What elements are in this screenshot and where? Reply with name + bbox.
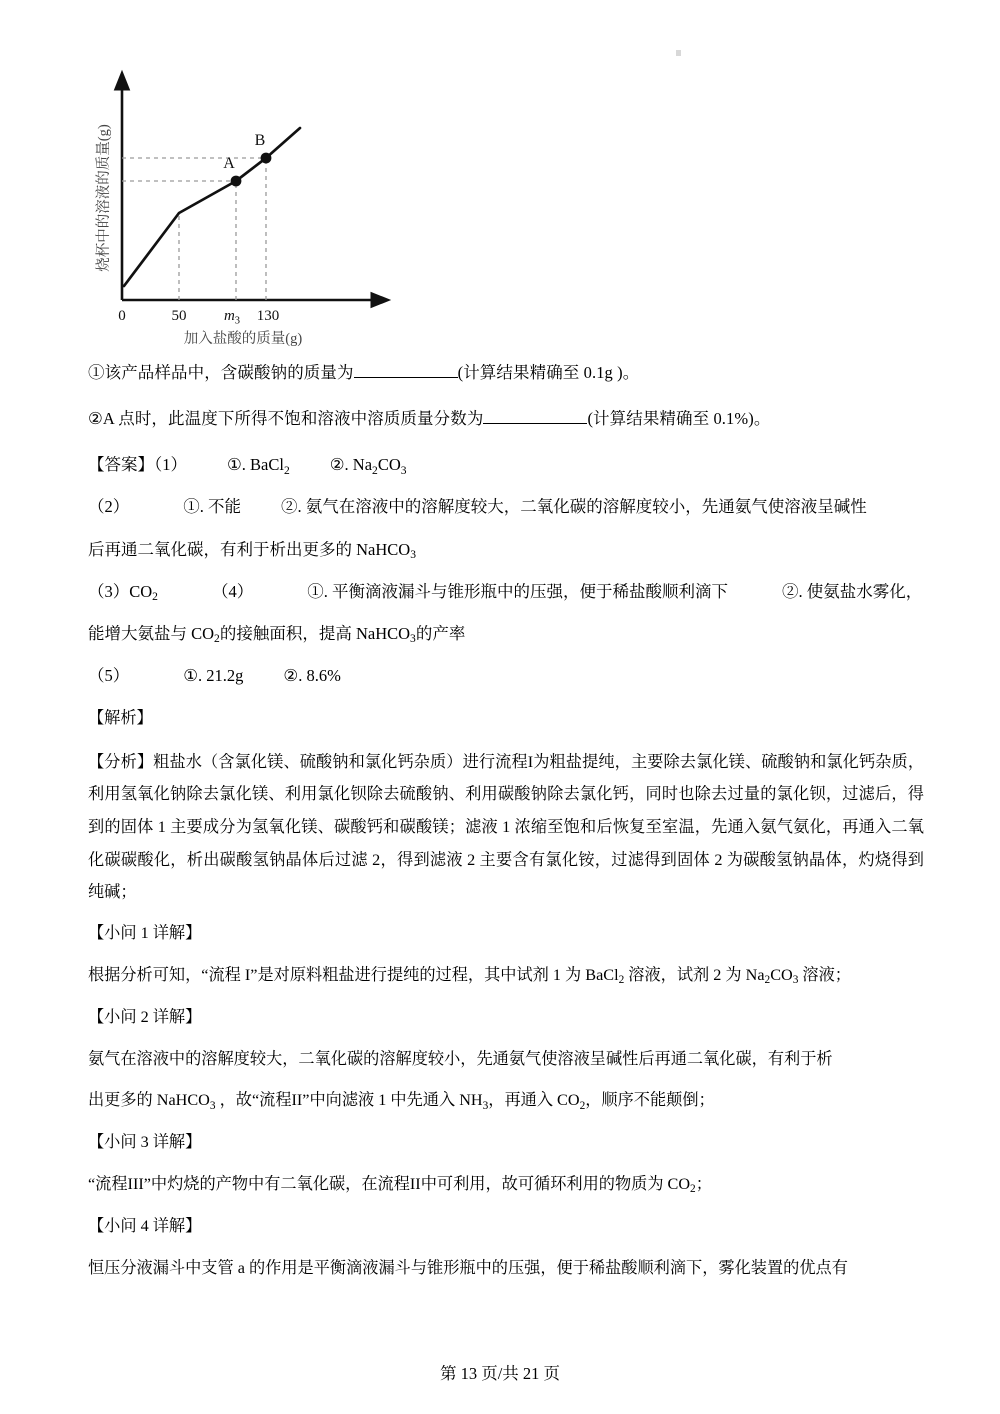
question-1-suffix: (计算结果精确至 0.1g )。 — [457, 363, 640, 382]
x-tick-0: 0 — [118, 308, 126, 324]
answer-blank-2[interactable] — [483, 423, 587, 424]
page-footer: 第 13 页/共 21 页 — [439, 1364, 561, 1383]
analysis-heading: 【分析】 — [88, 752, 154, 771]
sub-question-1-body: 根据分析可知，“流程 I”是对原料粗盐进行提纯的过程，其中试剂 1 为 BaCl$_2$ 溶液，试剂 2 为 $Na_2CO_3$ 溶液； — [88, 965, 851, 987]
answer-4-mark-1: ①. 平衡滴液漏斗与锥形瓶中的压强，便于稀盐酸顺利滴下 — [307, 581, 728, 601]
explanation-heading: 【解析】 — [88, 708, 153, 727]
data-curve — [124, 128, 300, 286]
sub-question-1-heading: 【小问 1 详解】 — [88, 924, 202, 943]
answer-4-continuation: 能增大氨盐与 $CO_2$的接触面积，提高 NaHCO$_3$的产率 — [88, 623, 466, 645]
answers-line-1 — [88, 451, 924, 479]
sub-question-2-body-line-1: 氨气在溶液中的溶解度较大，二氧化碳的溶解度较小，先通氨气使溶液呈碱性后再通二氧化碳，有利于析 — [88, 1049, 833, 1068]
question-item-2 — [88, 406, 924, 433]
point-b-marker — [261, 153, 272, 164]
sub-question-2-body-line-2: 出更多的 NaHCO$_3$ ，故“流程II”中向滤液 1 中先通入 $NH_3$，再通入 $CO_2$，顺序不能颠倒； — [88, 1091, 715, 1112]
x-tick-m3: $m_3$ — [223, 308, 241, 327]
x-axis-title: 加入盐酸的质量(g) — [183, 331, 303, 347]
graph-svg — [88, 48, 488, 360]
answers-heading: 【答案】 — [88, 455, 154, 475]
answers-number-2: （2） — [88, 497, 130, 517]
sub-question-4-heading: 【小问 4 详解】 — [88, 1216, 202, 1235]
analysis-paragraph — [88, 746, 924, 910]
answer-1-mark-2: ②. $Na_2CO_3$ — [329, 455, 407, 477]
question-1-prefix: ①该产品样品中，含碳酸钠的质量为 — [88, 363, 354, 382]
x-tick-50: 50 — [171, 308, 187, 324]
point-a-label: A — [223, 155, 235, 172]
point-b-label: B — [254, 132, 266, 149]
answers-number-3: $(3)CO_2$ — [88, 581, 158, 603]
answer-2-mark-1: ①. 不能 — [183, 497, 241, 517]
answer-4-mark-2: ②. 使氨盐水雾化， — [781, 581, 923, 601]
question-2-suffix: (计算结果精确至 0.1%)。 — [587, 408, 771, 428]
sub-question-3-body: “流程III”中灼烧的产物中有二氧化碳，在流程II中可利用，故可循环利用的物质为 $CO_2$； — [88, 1175, 712, 1196]
analysis-body: 粗盐水（含氯化镁、硫酸钠和氯化钙杂质）进行流程I为粗盐提纯，主要除去氯化镁、硫酸钠和氯化钙杂质，利用氢氧化钠除去氯化镁、利用氯化钡除去硫酸钠、利用碳酸钠除去氯化钙，同时也除去过量的氯化钡，过滤后，得到的固体 1 主要成分为氢氧化镁、碳酸钙和碳酸镁；滤液 1 浓缩至饱和后恢复至室温，先通入氨气氨化，再通入二氧化碳碳酸化，析出碳酸氢钠晶体后过滤 2，得到滤液 2 主要含有氯化铵，过滤得到固体 2 为碳酸氢钠晶体，灼烧得到纯碱； — [88, 752, 925, 902]
x-tick-130: 130 — [256, 308, 280, 324]
sub-question-4-body: 恒压分液漏斗中支管 a 的作用是平衡滴液漏斗与锥形瓶中的压强，便于稀盐酸顺利滴下，雾化装置的优点有 — [88, 1258, 848, 1277]
answers-line-5 — [88, 620, 924, 648]
sub-question-2-heading: 【小问 2 详解】 — [88, 1007, 202, 1026]
question-2-prefix: ②A 点时，此温度下所得不饱和溶液中溶质质量分数为 — [88, 408, 484, 428]
sub-question-3-heading: 【小问 3 详解】 — [88, 1133, 202, 1152]
answers-number-5: （5） — [88, 665, 130, 685]
answer-2-continuation: 后再通二氧化碳，有利于析出更多的 NaHCO$_3$ — [88, 539, 416, 561]
page-content — [88, 48, 924, 1296]
answers-number-4: （4） — [211, 581, 254, 601]
answers-line-6 — [88, 662, 924, 690]
question-item-1 — [88, 360, 924, 387]
answers-line-2 — [88, 493, 924, 521]
answers-number-1: （1） — [154, 455, 187, 475]
answer-2-mark-2: ②. 氨气在溶液中的溶解度较大，二氧化碳的溶解度较小，先通氨气使溶液呈碱性 — [281, 497, 867, 517]
answer-5-mark-2: ②. 8.6% — [283, 665, 341, 685]
titration-graph-figure — [88, 48, 488, 360]
answer-blank-1[interactable] — [354, 377, 458, 378]
answers-line-3 — [88, 536, 924, 564]
answers-line-4 — [88, 578, 924, 606]
answer-1-mark-1: ①. BaCl$_2$ — [227, 455, 290, 477]
point-a-marker — [231, 176, 242, 187]
answer-5-mark-1: ①. 21.2g — [183, 665, 244, 685]
y-axis-title: 烧杯中的溶液的质量(g) — [96, 124, 112, 272]
